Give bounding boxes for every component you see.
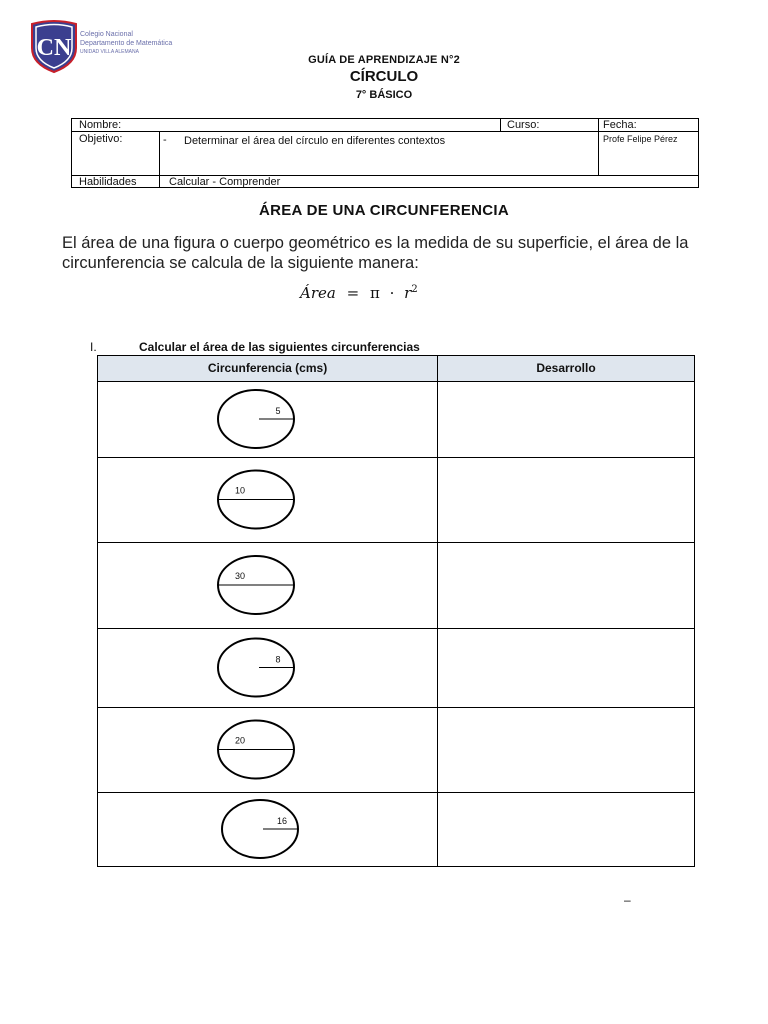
teacher-name: Profe Felipe Pérez xyxy=(603,134,678,144)
development-cell[interactable] xyxy=(438,792,694,866)
development-cell[interactable] xyxy=(438,542,694,628)
topic-title: CÍRCULO xyxy=(349,68,419,85)
formula-exponent: 2 xyxy=(411,284,418,295)
diameter-value: 20 xyxy=(234,735,246,746)
info-table xyxy=(71,118,699,188)
grade-label: 7° BÁSICO xyxy=(355,89,413,101)
question-number: I. xyxy=(90,340,97,354)
exercise-table-header xyxy=(98,356,694,382)
exercise-table xyxy=(97,355,695,867)
circle-figure xyxy=(98,381,437,457)
logo-letters: CN xyxy=(36,35,72,61)
area-formula xyxy=(300,284,418,302)
formula-pi: π xyxy=(369,284,380,302)
formula-dot: · xyxy=(389,284,395,302)
diameter-value: 30 xyxy=(234,571,246,581)
objetivo-label: Objetivo: xyxy=(79,133,123,145)
school-line-2: Departamento de Matemática xyxy=(80,40,173,47)
col-development-header: Desarrollo xyxy=(536,361,596,375)
development-cell[interactable] xyxy=(438,381,694,457)
circle-figure xyxy=(98,542,437,628)
radius-value: 16 xyxy=(276,816,288,826)
school-name xyxy=(80,30,172,57)
footer-dash: – xyxy=(624,893,631,907)
diameter-value: 10 xyxy=(234,485,246,496)
school-line-3: UNIDAD VILLA ALEMANA xyxy=(80,49,139,55)
section-title: ÁREA DE UNA CIRCUNFERENCIA xyxy=(258,202,510,219)
nombre-label: Nombre: xyxy=(79,119,122,131)
circle-figure xyxy=(98,792,437,866)
habilidades-text: Calcular - Comprender xyxy=(169,176,281,188)
development-cell[interactable] xyxy=(438,707,694,792)
col-circumference-header: Circunferencia (cms) xyxy=(207,361,328,375)
circle-figure xyxy=(98,707,437,792)
formula-lhs: Área xyxy=(300,284,336,302)
exercise-row xyxy=(98,707,694,792)
exercise-row xyxy=(98,792,694,866)
objetivo-bullet: - xyxy=(163,134,167,146)
curso-label: Curso: xyxy=(507,119,540,131)
radius-value: 8 xyxy=(275,654,281,665)
habilidades-label: Habilidades xyxy=(79,176,137,188)
exercise-row xyxy=(98,628,694,707)
objetivo-text: Determinar el área del círculo en diferentes contextos xyxy=(184,135,446,147)
exercise-row xyxy=(98,457,694,542)
intro-paragraph: El área de una figura o cuerpo geométrico es la medida de su superficie, el área de la circunferencia se calcula de la siguiente manera: xyxy=(62,234,689,272)
development-cell[interactable] xyxy=(438,628,694,707)
school-line-1: Colegio Nacional xyxy=(80,31,133,38)
radius-value: 5 xyxy=(275,406,281,416)
fecha-label: Fecha: xyxy=(603,119,637,131)
guide-title: GUÍA DE APRENDIZAJE N°2 xyxy=(308,54,460,66)
development-cell[interactable] xyxy=(438,457,694,542)
circle-figure xyxy=(98,628,437,707)
exercise-row xyxy=(98,542,694,628)
exercise-row xyxy=(98,381,694,457)
formula-r: r xyxy=(404,284,412,302)
formula-equals: = xyxy=(346,284,360,302)
circle-figure xyxy=(98,457,437,542)
question-instruction: Calcular el área de las siguientes circunferencias xyxy=(139,340,420,354)
